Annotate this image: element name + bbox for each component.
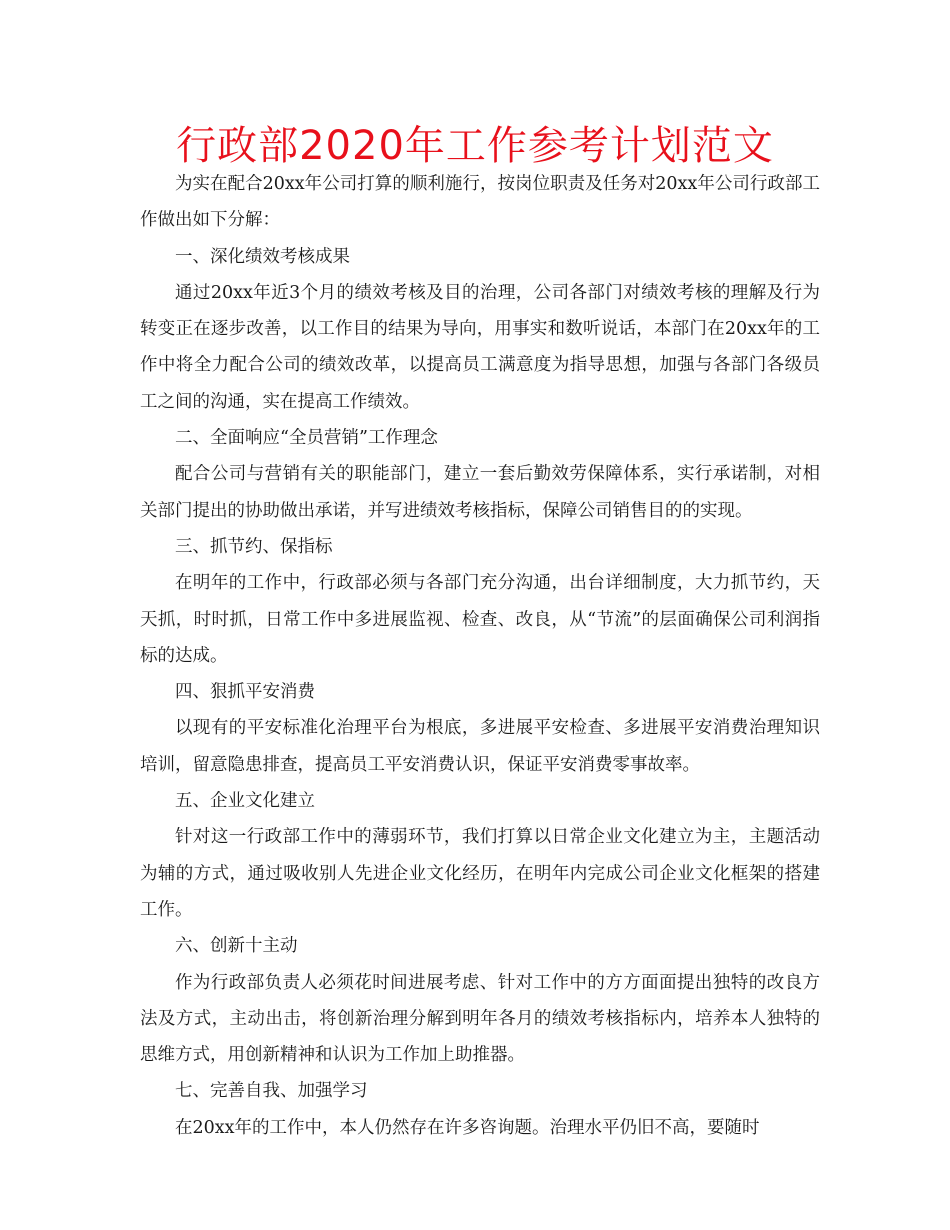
document-body	[140, 166, 820, 1146]
section-heading-3: 三、抓节约、保指标	[175, 536, 333, 557]
section-heading-6: 六、创新十主动	[175, 936, 298, 957]
section-paragraph-6: 作为行政部负责人必须花时间进展考虑、针对工作中的方方面面提出独特的改良方法及方式，主动出击，将创新治理分解到明年各月的绩效考核指标内，培养本人独特的思维方式，用创新精神和认识为工作加上助推器。	[140, 972, 820, 1066]
section-heading-2: 二、全面响应“全员营销”工作理念	[175, 428, 438, 449]
section-paragraph-2: 配合公司与营销有关的职能部门，建立一套后勤效劳保障体系，实行承诺制，对相关部门提出的协助做出承诺，并写进绩效考核指标，保障公司销售目的的实现。	[140, 464, 820, 521]
section-paragraph-7: 在20xx年的工作中，本人仍然存在许多咨询题。治理水平仍旧不高，要随时	[175, 1117, 760, 1138]
section-heading-7: 七、完善自我、加强学习	[175, 1081, 368, 1102]
section-paragraph-1: 通过20xx年近3个月的绩效考核及目的治理，公司各部门对绩效考核的理解及行为转变正在逐步改善，以工作目的结果为导向，用事实和数听说话，本部门在20xx年的工作中将全力配合公司的绩效改革，以提高员工满意度为指导思想，加强与各部门各级员工之间的沟通，实在提高工作绩效。	[140, 282, 820, 412]
section-heading-1: 一、深化绩效考核成果	[175, 246, 350, 267]
section-heading-4: 四、狠抓平安消费	[175, 682, 315, 703]
section-paragraph-4: 以现有的平安标准化治理平台为根底，多进展平安检查、多进展平安消费治理知识培训，留意隐患排查，提高员工平安消费认识，保证平安消费零事故率。	[140, 718, 820, 775]
intro-paragraph: 为实在配合20xx年公司打算的顺利施行，按岗位职责及任务对20xx年公司行政部工作做出如下分解：	[140, 174, 820, 231]
document-title: 行政部2020年工作参考计划范文	[176, 123, 774, 169]
section-paragraph-5: 针对这一行政部工作中的薄弱环节，我们打算以日常企业文化建立为主，主题活动为辅的方式，通过吸收别人先进企业文化经历，在明年内完成公司企业文化框架的搭建工作。	[140, 827, 820, 920]
section-heading-5: 五、企业文化建立	[175, 791, 315, 812]
section-paragraph-3: 在明年的工作中，行政部必须与各部门充分沟通，出台详细制度，大力抓节约，天天抓，时时抓，日常工作中多进展监视、检查、改良，从“节流”的层面确保公司利润指标的达成。	[140, 573, 820, 666]
